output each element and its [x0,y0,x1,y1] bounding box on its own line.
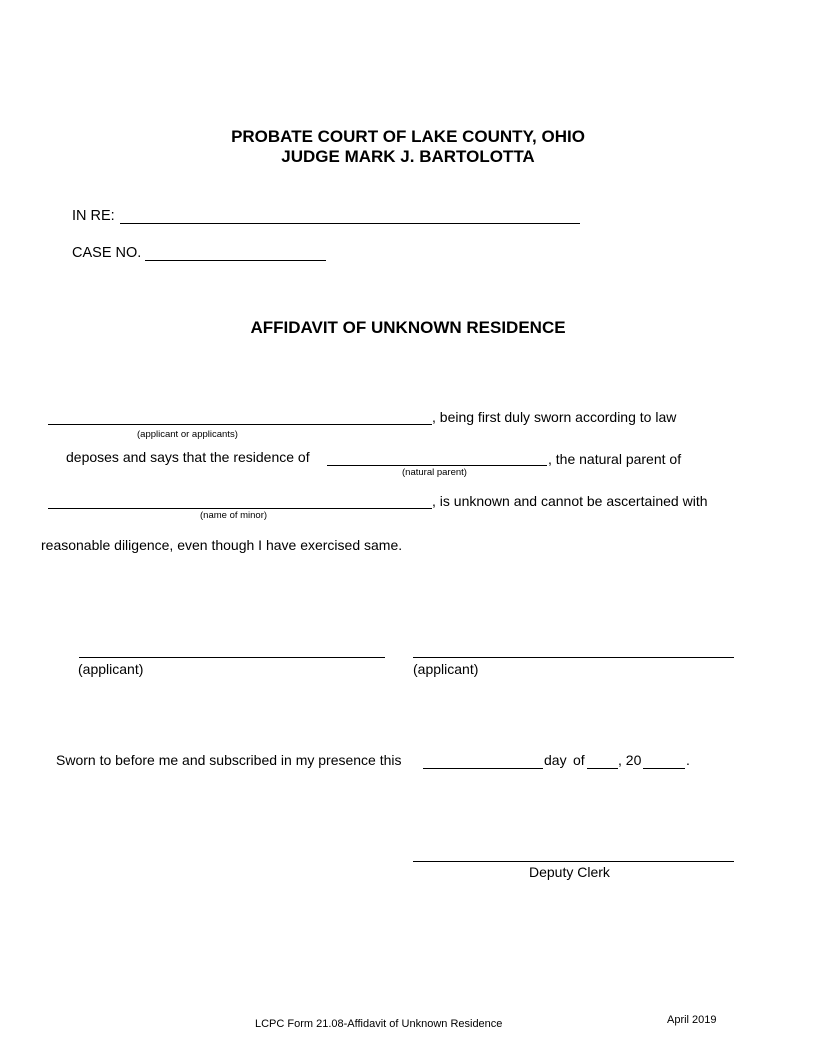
in-re-label: IN RE: [72,208,115,224]
diligence-text: reasonable diligence, even though I have exercised same. [41,537,403,553]
sworn-text: , being first duly sworn according to law [432,409,677,425]
applicant-caption: (applicant or applicants) [137,429,238,440]
applicant2-label: (applicant) [413,661,479,677]
unknown-text: , is unknown and cannot be ascertained with [432,493,708,509]
parent-caption: (natural parent) [402,467,467,478]
court-name: PROBATE COURT OF LAKE COUNTY, OHIO [231,127,585,146]
applicant1-signature-line[interactable] [79,657,385,658]
case-no-label: CASE NO. [72,245,142,261]
jurat-day-label: day [544,752,567,768]
form-title: AFFIDAVIT OF UNKNOWN RESIDENCE [250,318,566,337]
deputy-clerk-label: Deputy Clerk [529,864,610,880]
jurat-year-field[interactable] [643,768,685,769]
deposes-text: deposes and says that the residence of [66,449,310,465]
minor-caption: (name of minor) [200,510,268,521]
jurat-of-label: of [573,752,585,768]
applicant-name-field[interactable] [48,424,432,425]
jurat-day-field[interactable] [423,768,543,769]
jurat-period: . [686,752,690,768]
minor-name-field[interactable] [48,508,432,509]
judge-name: JUDGE MARK J. BARTOLOTTA [281,147,535,166]
jurat-text: Sworn to before me and subscribed in my presence this [56,752,402,768]
natural-parent-text: , the natural parent of [548,451,682,467]
footer-date: April 2019 [667,1014,717,1026]
in-re-field[interactable] [120,223,580,224]
deputy-clerk-signature-line[interactable] [413,861,734,862]
natural-parent-field[interactable] [327,465,547,466]
applicant1-label: (applicant) [78,661,144,677]
jurat-year-prefix: , 20 [618,752,642,768]
case-no-field[interactable] [145,260,326,261]
applicant2-signature-line[interactable] [413,657,734,658]
footer-form-id: LCPC Form 21.08-Affidavit of Unknown Residence [255,1018,503,1030]
jurat-month-field[interactable] [587,768,618,769]
